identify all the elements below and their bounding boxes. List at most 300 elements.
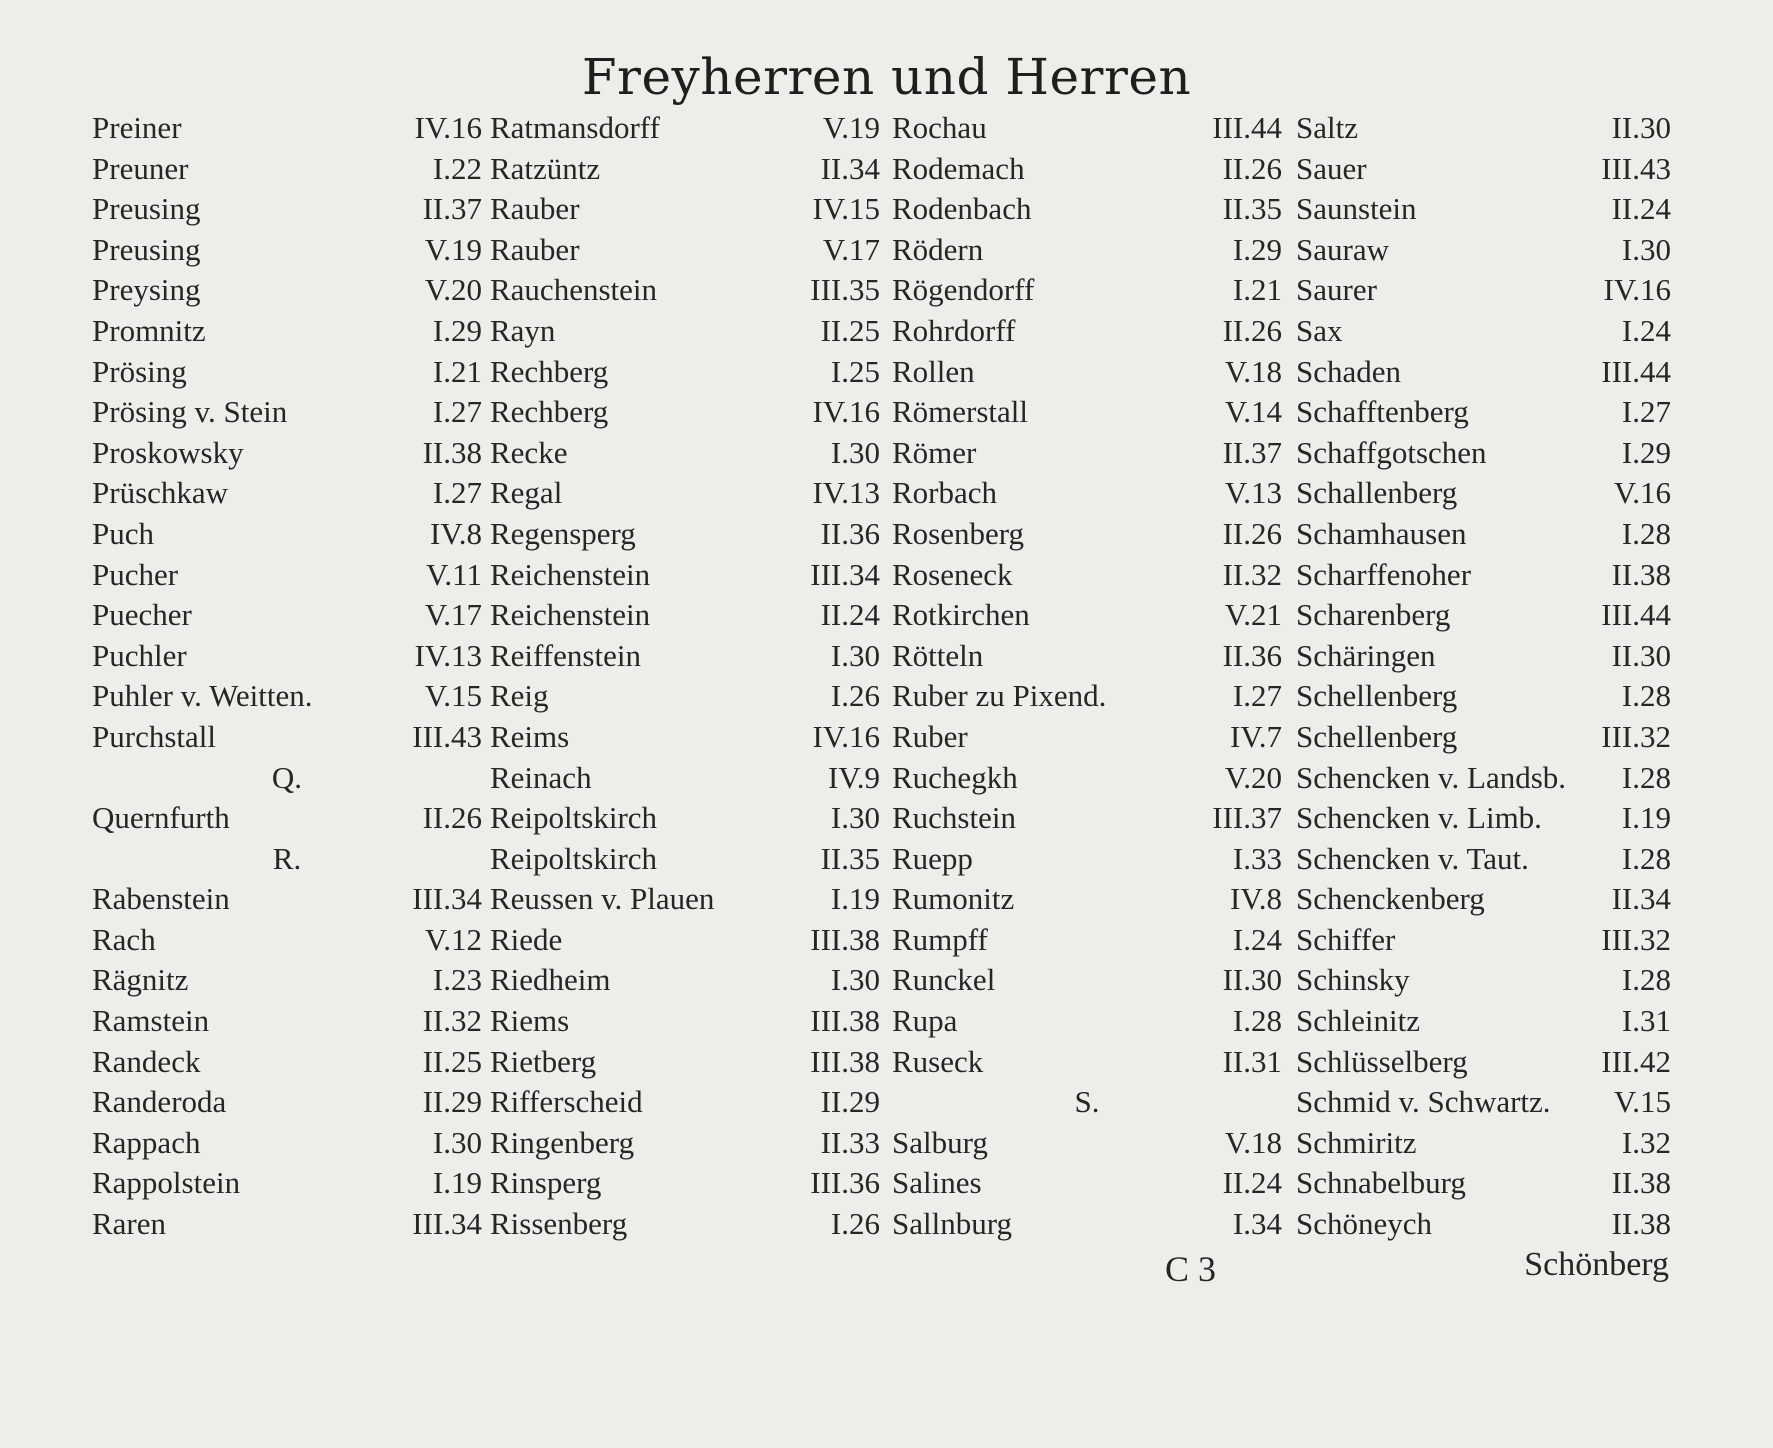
index-entry: [490, 555, 880, 596]
index-entry: [892, 717, 1282, 758]
entry-reference: III.37: [1212, 800, 1282, 836]
index-entry: [490, 1204, 880, 1245]
entry-name: Rochau: [892, 110, 987, 145]
index-entry: [1296, 758, 1671, 799]
entry-name: Saurer: [1296, 272, 1377, 308]
index-entry: [92, 433, 482, 474]
index-entry: [1296, 433, 1671, 474]
index-entry: [92, 1001, 482, 1042]
entry-reference: III.38: [810, 921, 880, 957]
entry-reference: II.26: [1222, 312, 1282, 348]
index-entry: [892, 433, 1282, 474]
entry-reference: I.30: [830, 434, 880, 470]
entry-name: Preusing: [92, 191, 201, 227]
index-entry: [1296, 920, 1671, 961]
entry-reference: I.32: [1621, 1124, 1671, 1160]
section-letter-label: Q.: [271, 759, 303, 795]
index-entry: [892, 473, 1282, 514]
entry-reference: I.28: [1621, 962, 1671, 998]
section-letter-label: R.: [272, 840, 302, 876]
entry-name: Puhler v. Weitten.: [92, 678, 313, 714]
entry-reference: I.28: [1621, 759, 1671, 795]
index-entry: [892, 798, 1282, 839]
index-column-2: [490, 108, 880, 1245]
entry-name: Riedheim: [490, 962, 611, 998]
entry-name: Rodenbach: [892, 191, 1032, 227]
index-entry: [892, 108, 1282, 149]
index-entry: [490, 514, 880, 555]
entry-reference: II.30: [1611, 110, 1671, 145]
entry-reference: III.42: [1601, 1043, 1671, 1079]
entry-name: Ruber zu Pixend.: [892, 678, 1107, 714]
entry-name: Reinach: [490, 759, 592, 795]
index-entry: [892, 392, 1282, 433]
entry-reference: V.19: [822, 110, 880, 145]
entry-reference: I.30: [830, 637, 880, 673]
entry-name: Schencken v. Landsb.: [1296, 759, 1567, 795]
index-entry: [490, 1082, 880, 1123]
entry-reference: IV.16: [812, 394, 880, 430]
entry-name: Rägnitz: [92, 962, 189, 998]
entry-name: Rietberg: [490, 1043, 597, 1079]
index-entry: [490, 879, 880, 920]
index-entry: [92, 1204, 482, 1245]
index-entry: [1296, 189, 1671, 230]
entry-reference: I.31: [1621, 1003, 1671, 1039]
entry-name: Schafftenberg: [1296, 394, 1469, 430]
entry-reference: IV.13: [812, 475, 880, 511]
index-entry: [1296, 1082, 1671, 1123]
entry-reference: III.43: [412, 718, 482, 754]
entry-name: Regensperg: [490, 515, 636, 551]
index-entry: [490, 108, 880, 149]
entry-reference: V.19: [424, 231, 482, 267]
entry-reference: III.44: [1601, 597, 1671, 633]
entry-name: Rosenberg: [892, 515, 1025, 551]
index-entry: [490, 717, 880, 758]
index-entry: [490, 189, 880, 230]
entry-name: Rinsperg: [490, 1165, 602, 1201]
index-entry: [892, 758, 1282, 799]
index-entry: [1296, 230, 1671, 271]
entry-name: Reipoltskirch: [490, 840, 658, 876]
index-entry: [1296, 1163, 1671, 1204]
index-entry: [490, 960, 880, 1001]
index-entry: [92, 555, 482, 596]
entry-name: Schallenberg: [1296, 475, 1458, 511]
index-entry: [1296, 392, 1671, 433]
entry-name: Reims: [490, 718, 570, 754]
entry-reference: V.20: [424, 272, 482, 308]
entry-name: Rollen: [892, 353, 975, 389]
catchword: Schönberg: [1524, 1246, 1669, 1283]
index-entry: [892, 676, 1282, 717]
entry-reference: II.25: [422, 1043, 482, 1079]
entry-reference: II.24: [1611, 191, 1671, 227]
index-entry: [92, 879, 482, 920]
entry-name: Riede: [490, 921, 563, 957]
entry-name: Preiner: [92, 110, 182, 145]
entry-name: Rupa: [892, 1003, 958, 1039]
index-entry: [892, 960, 1282, 1001]
entry-name: Prösing v. Stein: [92, 394, 288, 430]
entry-name: Riems: [490, 1003, 570, 1039]
index-entry: [92, 676, 482, 717]
entry-name: Regal: [490, 475, 563, 511]
entry-name: Puecher: [92, 597, 192, 633]
entry-reference: I.26: [830, 1206, 880, 1242]
index-entry: [490, 595, 880, 636]
entry-reference: II.30: [1222, 962, 1282, 998]
entry-name: Ruseck: [892, 1043, 984, 1079]
index-entry: [92, 1163, 482, 1204]
index-entry: [490, 798, 880, 839]
entry-name: Quernfurth: [92, 800, 230, 836]
entry-reference: II.24: [820, 597, 880, 633]
entry-reference: I.29: [1232, 231, 1282, 267]
entry-reference: IV.8: [430, 515, 482, 551]
entry-reference: V.20: [1224, 759, 1282, 795]
section-letter: [92, 839, 482, 880]
index-entry: [92, 1042, 482, 1083]
entry-reference: II.37: [422, 191, 482, 227]
entry-reference: II.34: [1611, 881, 1671, 917]
entry-name: Rumpff: [892, 921, 988, 957]
entry-reference: I.26: [830, 678, 880, 714]
index-entry: [892, 311, 1282, 352]
index-entry: [1296, 311, 1671, 352]
index-entry: [1296, 352, 1671, 393]
index-entry: [92, 636, 482, 677]
entry-reference: I.27: [1232, 678, 1282, 714]
entry-name: Preuner: [92, 150, 189, 186]
index-entry: [92, 514, 482, 555]
entry-name: Preysing: [92, 272, 201, 308]
entry-reference: I.21: [1232, 272, 1282, 308]
entry-reference: I.19: [432, 1165, 482, 1201]
entry-name: Runckel: [892, 962, 996, 998]
entry-name: Reichenstein: [490, 556, 651, 592]
entry-name: Rötteln: [892, 637, 984, 673]
entry-name: Rechberg: [490, 394, 609, 430]
index-entry: [92, 473, 482, 514]
entry-reference: IV.16: [1603, 272, 1671, 308]
entry-reference: II.37: [1222, 434, 1282, 470]
entry-reference: II.33: [820, 1124, 880, 1160]
index-entry: [1296, 270, 1671, 311]
entry-reference: II.35: [820, 840, 880, 876]
entry-name: Reig: [490, 678, 549, 714]
entry-reference: V.18: [1224, 1124, 1282, 1160]
entry-reference: I.34: [1232, 1206, 1282, 1242]
entry-reference: III.35: [810, 272, 880, 308]
entry-name: Ringenberg: [490, 1124, 635, 1160]
entry-reference: II.38: [1611, 1165, 1671, 1201]
index-entry: [892, 636, 1282, 677]
section-letter: [892, 1082, 1282, 1123]
index-entry: [490, 392, 880, 433]
index-entry: [92, 595, 482, 636]
entry-reference: III.32: [1601, 921, 1671, 957]
entry-reference: I.24: [1621, 312, 1671, 348]
entry-name: Rödern: [892, 231, 984, 267]
entry-reference: II.29: [820, 1084, 880, 1120]
index-entry: [892, 514, 1282, 555]
entry-name: Rorbach: [892, 475, 998, 511]
entry-name: Salines: [892, 1165, 982, 1201]
index-entry: [490, 352, 880, 393]
index-entry: [892, 149, 1282, 190]
index-entry: [1296, 108, 1671, 149]
entry-name: Puch: [92, 515, 154, 551]
entry-name: Rifferscheid: [490, 1084, 643, 1120]
entry-reference: I.27: [1621, 394, 1671, 430]
entry-reference: II.32: [1222, 556, 1282, 592]
entry-name: Rayn: [490, 312, 556, 348]
entry-reference: IV.8: [1230, 881, 1282, 917]
entry-name: Schenckenberg: [1296, 881, 1485, 917]
index-entry: [892, 1204, 1282, 1245]
entry-reference: I.25: [830, 353, 880, 389]
entry-name: Recke: [490, 434, 568, 470]
index-entry: [1296, 798, 1671, 839]
index-entry: [92, 230, 482, 271]
entry-name: Reichenstein: [490, 597, 651, 633]
index-entry: [892, 1001, 1282, 1042]
index-entry: [1296, 473, 1671, 514]
entry-name: Rabenstein: [92, 881, 230, 917]
entry-reference: IV.16: [414, 110, 482, 145]
entry-reference: V.18: [1224, 353, 1282, 389]
entry-name: Schöneych: [1296, 1206, 1433, 1242]
entry-reference: III.38: [810, 1043, 880, 1079]
entry-name: Schinsky: [1296, 962, 1410, 998]
index-entry: [1296, 879, 1671, 920]
index-entry: [490, 920, 880, 961]
entry-name: Rohrdorff: [892, 312, 1016, 348]
entry-name: Proskowsky: [92, 434, 244, 470]
index-entry: [490, 149, 880, 190]
entry-name: Schleinitz: [1296, 1003, 1420, 1039]
entry-reference: III.43: [1601, 150, 1671, 186]
index-entry: [1296, 1123, 1671, 1164]
entry-reference: V.15: [424, 678, 482, 714]
index-entry: [92, 149, 482, 190]
index-entry: [490, 230, 880, 271]
entry-name: Scharffenoher: [1296, 556, 1472, 592]
index-entry: [92, 920, 482, 961]
entry-reference: I.30: [830, 962, 880, 998]
entry-name: Rauber: [490, 191, 580, 227]
index-entry: [1296, 1204, 1671, 1245]
index-entry: [490, 270, 880, 311]
entry-name: Prösing: [92, 353, 187, 389]
index-entry: [892, 189, 1282, 230]
index-entry: [92, 189, 482, 230]
entry-reference: V.17: [424, 597, 482, 633]
entry-reference: V.11: [426, 556, 482, 592]
entry-reference: I.21: [432, 353, 482, 389]
entry-name: Ramstein: [92, 1003, 210, 1039]
entry-reference: III.38: [810, 1003, 880, 1039]
entry-reference: II.36: [820, 515, 880, 551]
entry-reference: IV.13: [414, 637, 482, 673]
entry-reference: II.34: [820, 150, 880, 186]
entry-reference: I.30: [1621, 231, 1671, 267]
entry-name: Rappach: [92, 1124, 201, 1160]
entry-name: Ruber: [892, 718, 968, 754]
index-entry: [92, 270, 482, 311]
entry-name: Rauber: [490, 231, 580, 267]
entry-name: Schlüsselberg: [1296, 1043, 1468, 1079]
entry-name: Promnitz: [92, 312, 206, 348]
entry-name: Rögendorff: [892, 272, 1035, 308]
entry-name: Schencken v. Taut.: [1296, 840, 1529, 876]
index-entry: [490, 1042, 880, 1083]
entry-reference: III.34: [810, 556, 880, 592]
entry-name: Rechberg: [490, 353, 609, 389]
index-entry: [1296, 1001, 1671, 1042]
entry-reference: IV.16: [812, 718, 880, 754]
entry-name: Rissenberg: [490, 1206, 628, 1242]
index-entry: [892, 920, 1282, 961]
index-column-4: [1296, 108, 1671, 1245]
entry-reference: II.32: [422, 1003, 482, 1039]
index-entry: [1296, 676, 1671, 717]
index-entry: [1296, 960, 1671, 1001]
entry-name: Reipoltskirch: [490, 800, 658, 836]
entry-name: Puchler: [92, 637, 187, 673]
entry-name: Römerstall: [892, 394, 1029, 430]
entry-name: Salburg: [892, 1124, 988, 1160]
entry-reference: II.24: [1222, 1165, 1282, 1201]
entry-reference: I.27: [432, 475, 482, 511]
index-entry: [892, 595, 1282, 636]
entry-reference: V.14: [1224, 394, 1282, 430]
entry-reference: II.25: [820, 312, 880, 348]
entry-reference: IV.15: [812, 191, 880, 227]
entry-name: Raren: [92, 1206, 167, 1242]
entry-reference: III.34: [412, 881, 482, 917]
index-entry: [1296, 595, 1671, 636]
entry-name: Pucher: [92, 556, 179, 592]
entry-name: Römer: [892, 434, 977, 470]
index-entry: [490, 636, 880, 677]
index-entry: [1296, 1042, 1671, 1083]
entry-name: Schencken v. Limb.: [1296, 800, 1542, 836]
entry-reference: I.28: [1621, 840, 1671, 876]
index-entry: [92, 960, 482, 1001]
index-entry: [490, 758, 880, 799]
entry-name: Ratzüntz: [490, 150, 601, 186]
entry-reference: II.30: [1611, 637, 1671, 673]
entry-name: Saunstein: [1296, 191, 1417, 227]
entry-reference: III.44: [1212, 110, 1282, 145]
entry-reference: I.28: [1621, 678, 1671, 714]
index-entry: [892, 1123, 1282, 1164]
entry-name: Sallnburg: [892, 1206, 1012, 1242]
index-entry: [92, 1082, 482, 1123]
entry-name: Rotkirchen: [892, 597, 1030, 633]
index-entry: [490, 1001, 880, 1042]
entry-name: Preusing: [92, 231, 201, 267]
entry-reference: II.38: [1611, 556, 1671, 592]
index-entry: [490, 1123, 880, 1164]
index-entry: [1296, 839, 1671, 880]
index-entry: [490, 839, 880, 880]
page-title: Freyherren und Herren: [581, 48, 1192, 106]
index-entry: [1296, 555, 1671, 596]
entry-reference: II.26: [1222, 150, 1282, 186]
entry-reference: II.36: [1222, 637, 1282, 673]
entry-name: Sauer: [1296, 150, 1367, 186]
entry-reference: IV.7: [1230, 718, 1282, 754]
entry-reference: I.27: [432, 394, 482, 430]
index-entry: [92, 1123, 482, 1164]
entry-reference: II.26: [422, 800, 482, 836]
entry-reference: I.30: [830, 800, 880, 836]
entry-name: Schaffgotschen: [1296, 434, 1487, 470]
entry-name: Rauchenstein: [490, 272, 658, 308]
entry-name: Purchstall: [92, 718, 216, 754]
entry-name: Roseneck: [892, 556, 1013, 592]
entry-name: Rappolstein: [92, 1165, 241, 1201]
entry-reference: V.15: [1613, 1084, 1671, 1120]
entry-reference: I.19: [1621, 800, 1671, 836]
entry-name: Rodemach: [892, 150, 1025, 186]
entry-name: Schellenberg: [1296, 678, 1458, 714]
index-entry: [1296, 149, 1671, 190]
index-entry: [490, 311, 880, 352]
index-entry: [1296, 514, 1671, 555]
entry-name: Reiffenstein: [490, 637, 641, 673]
section-letter-label: S.: [1074, 1084, 1100, 1120]
index-entry: [892, 1163, 1282, 1204]
entry-reference: II.29: [422, 1084, 482, 1120]
entry-reference: II.35: [1222, 191, 1282, 227]
entry-reference: III.36: [810, 1165, 880, 1201]
entry-name: Saltz: [1296, 110, 1358, 145]
entry-reference: III.32: [1601, 718, 1671, 754]
index-entry: [92, 311, 482, 352]
entry-reference: I.28: [1232, 1003, 1282, 1039]
entry-name: Scharenberg: [1296, 597, 1451, 633]
entry-reference: V.21: [1224, 597, 1282, 633]
index-entry: [1296, 717, 1671, 758]
entry-reference: V.12: [424, 921, 482, 957]
entry-name: Ratmansdorff: [490, 110, 660, 145]
entry-reference: I.19: [830, 881, 880, 917]
signature-mark: C 3: [1165, 1249, 1217, 1289]
index-entry: [892, 352, 1282, 393]
entry-name: Schmid v. Schwartz.: [1296, 1084, 1551, 1120]
index-entry: [490, 433, 880, 474]
entry-reference: I.30: [432, 1124, 482, 1160]
entry-reference: III.44: [1601, 353, 1671, 389]
index-entry: [892, 555, 1282, 596]
entry-name: Schaden: [1296, 353, 1402, 389]
index-entry: [892, 839, 1282, 880]
entry-reference: I.28: [1621, 515, 1671, 551]
entry-reference: I.23: [432, 962, 482, 998]
index-entry: [892, 230, 1282, 271]
entry-reference: V.13: [1224, 475, 1282, 511]
index-entry: [490, 1163, 880, 1204]
index-entry: [1296, 636, 1671, 677]
entry-name: Ruchstein: [892, 800, 1016, 836]
entry-reference: II.38: [1611, 1206, 1671, 1242]
entry-name: Rach: [92, 921, 156, 957]
